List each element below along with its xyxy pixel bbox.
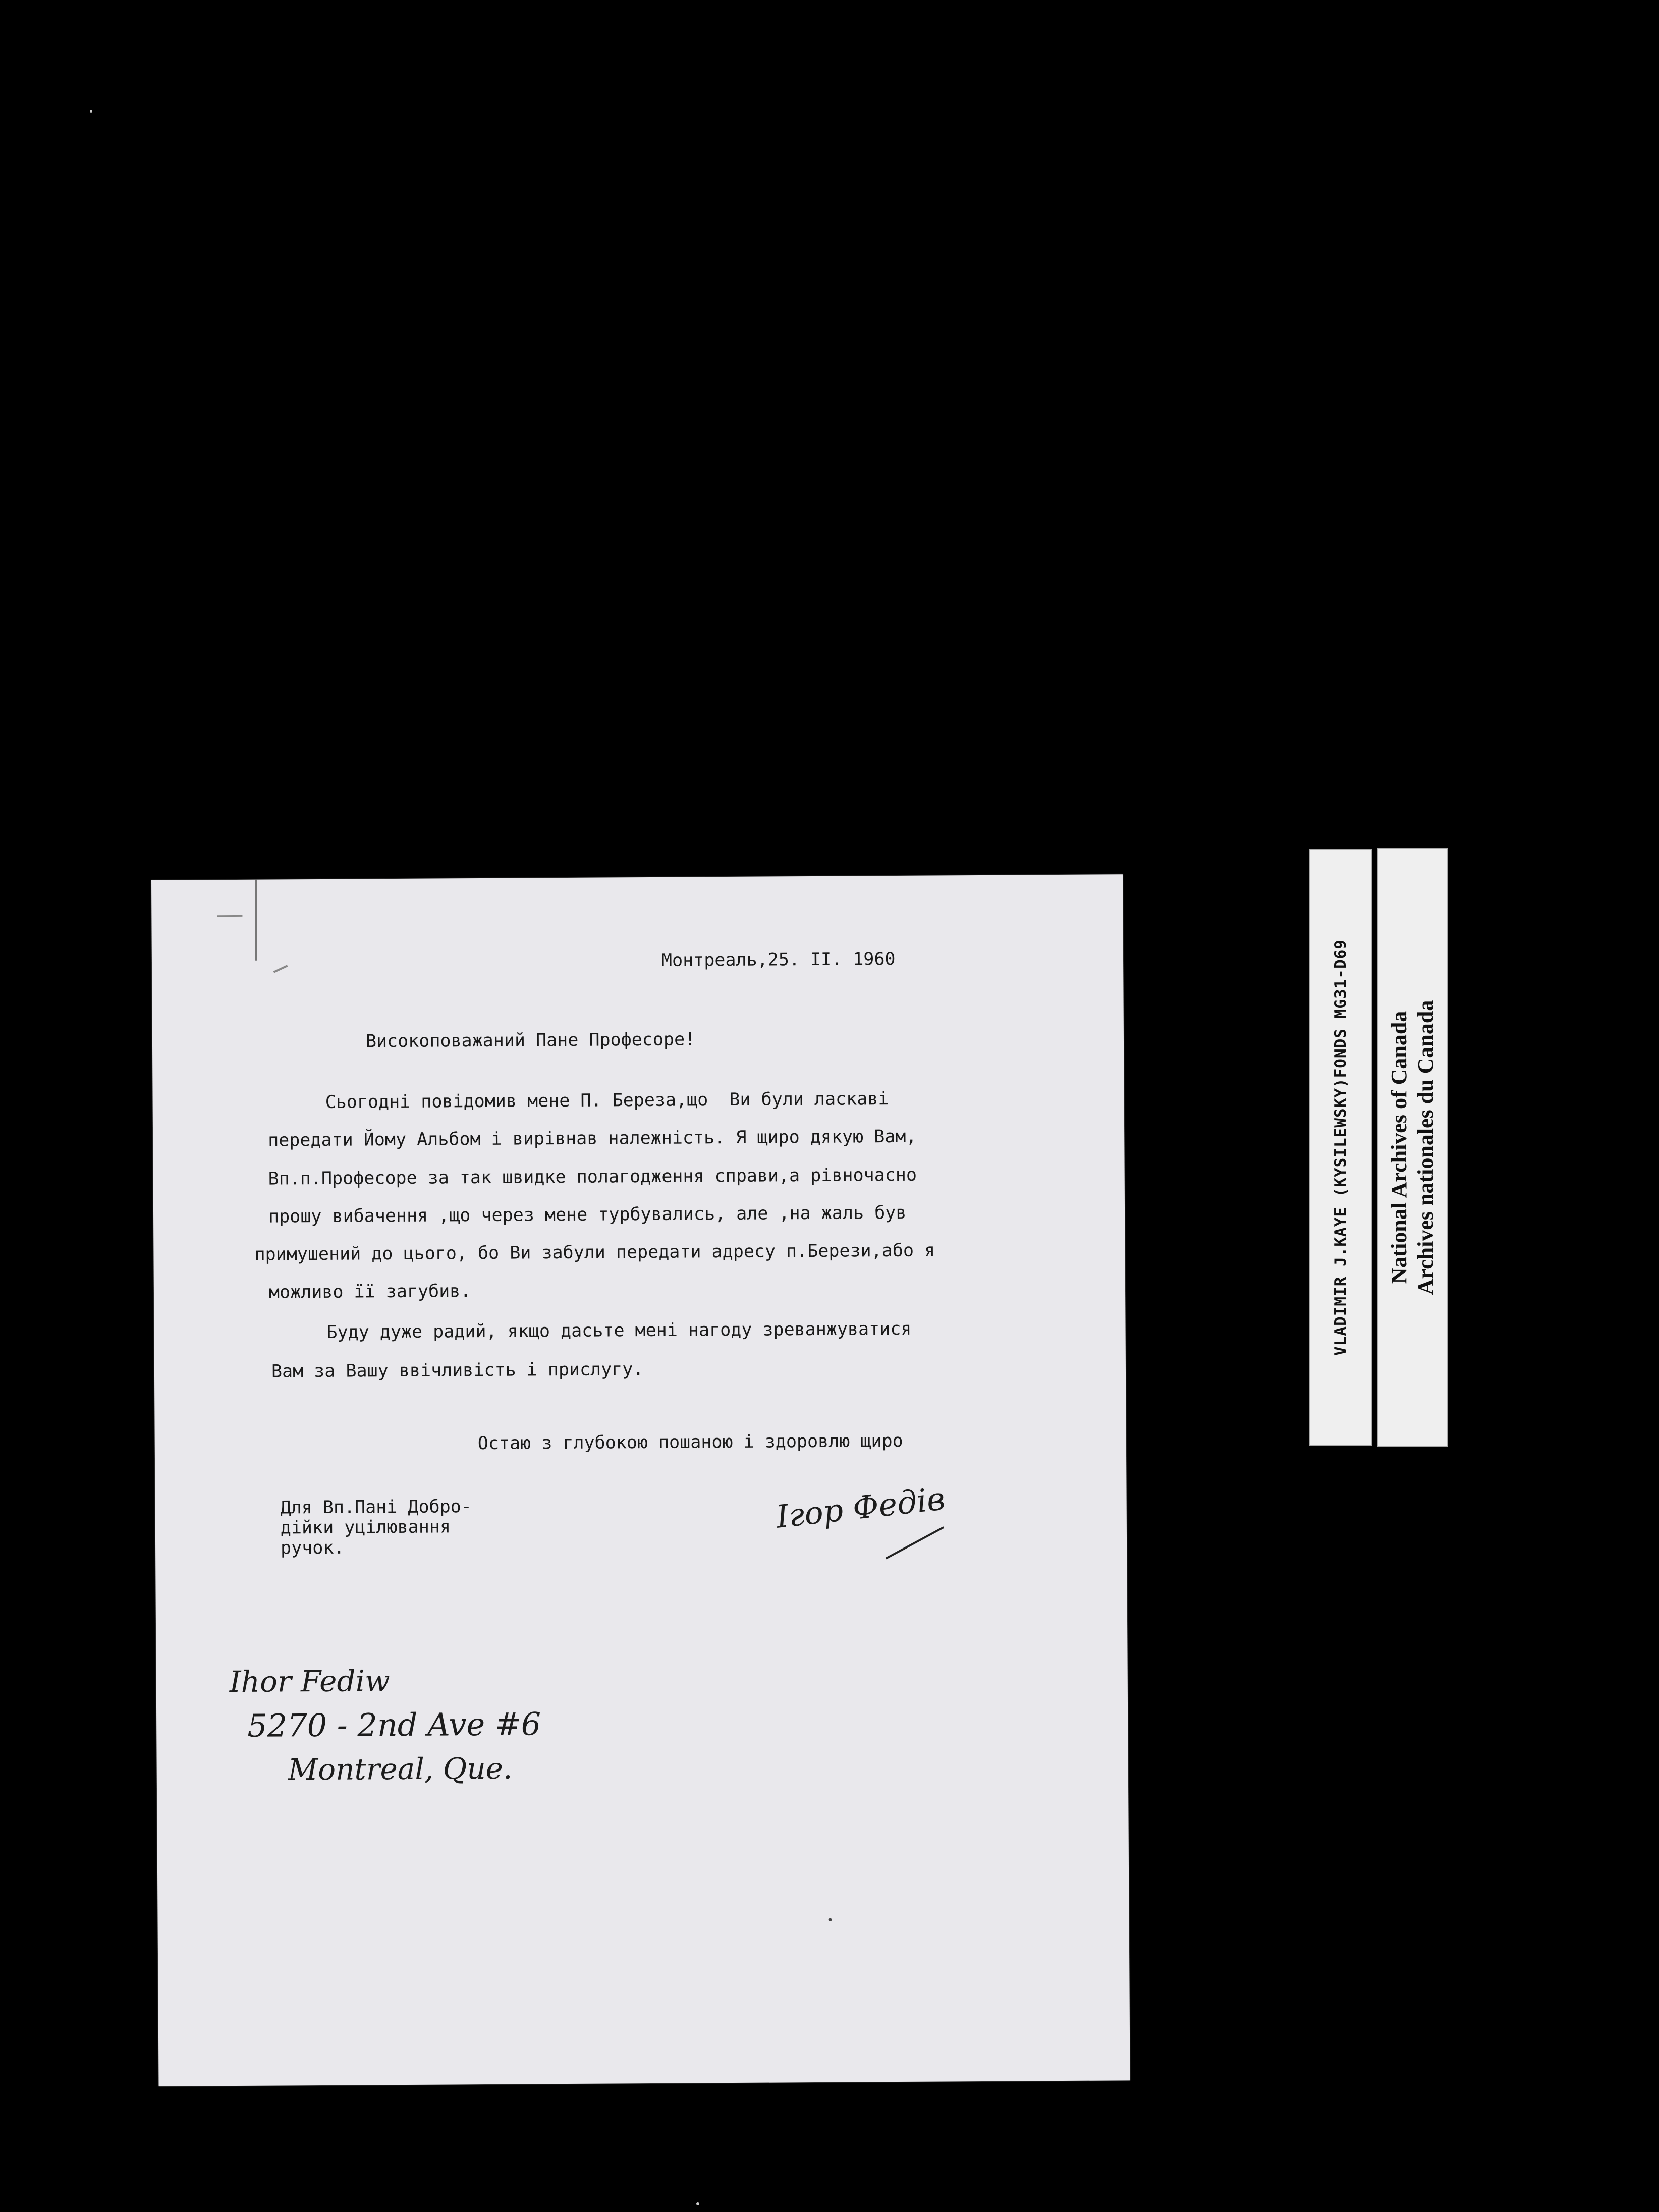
body-line: Вам за Вашу ввічливість і прислугу.: [271, 1359, 644, 1382]
fonds-label-text: VLADIMIR J.KAYE (KYSILEWSKY)FONDS MG31-D69: [1332, 939, 1350, 1356]
signature: Ігор Федів: [774, 1480, 947, 1535]
letter-page: [151, 874, 1130, 2086]
corner-mark: [217, 915, 242, 917]
closing-line: Остаю з глубокою пошаною і здоровлю щиро: [477, 1430, 903, 1454]
signature-flourish: [886, 1526, 944, 1559]
paper-speck: [829, 1918, 832, 1921]
fonds-label: [1309, 849, 1372, 1446]
institution-name-fr: Archives nationales du Canada: [1413, 1000, 1438, 1295]
body-line: передати Йому Альбом і вирівнав належність. Я щиро дякую Вам,: [268, 1126, 917, 1151]
handwritten-address-line: Montreal, Que.: [288, 1751, 513, 1787]
corner-mark: [255, 880, 257, 961]
scan-speck: [90, 110, 92, 113]
corner-mark: [273, 965, 288, 973]
body-line: Буду дуже радий, якщо дасьте мені нагоду зреванжуватися: [326, 1318, 912, 1343]
institution-label: [1377, 848, 1448, 1447]
postscript-line: ручок.: [280, 1537, 345, 1559]
scan-speck: [696, 2202, 699, 2205]
postscript-line: Для Вп.Пані Добро-: [280, 1497, 472, 1518]
body-line: прошу вибачення ,що через мене турбувались, але ,на жаль був: [268, 1202, 907, 1227]
body-line: Сьогодні повідомив мене П. Береза,що Ви були ласкаві: [325, 1089, 889, 1113]
handwritten-address-line: Ihor Fediw: [229, 1664, 390, 1699]
date-line: Монтреаль,25. II. 1960: [661, 949, 896, 971]
body-line: Вп.п.Професоре за так швидке полагодження справи,а рівночасно: [268, 1165, 917, 1189]
institution-label-text: [1386, 1000, 1440, 1295]
body-line: примушений до цього, бо Ви забули передати адресу п.Берези,або я: [254, 1240, 935, 1265]
institution-name-en: National Archives of Canada: [1386, 1011, 1411, 1284]
postscript-line: дійки уцілювання: [280, 1517, 451, 1538]
salutation: Високоповажаний Пане Професоре!: [365, 1029, 696, 1052]
body-line: можливо її загубив.: [268, 1281, 471, 1303]
handwritten-address-line: 5270 - 2nd Ave #6: [247, 1705, 541, 1744]
